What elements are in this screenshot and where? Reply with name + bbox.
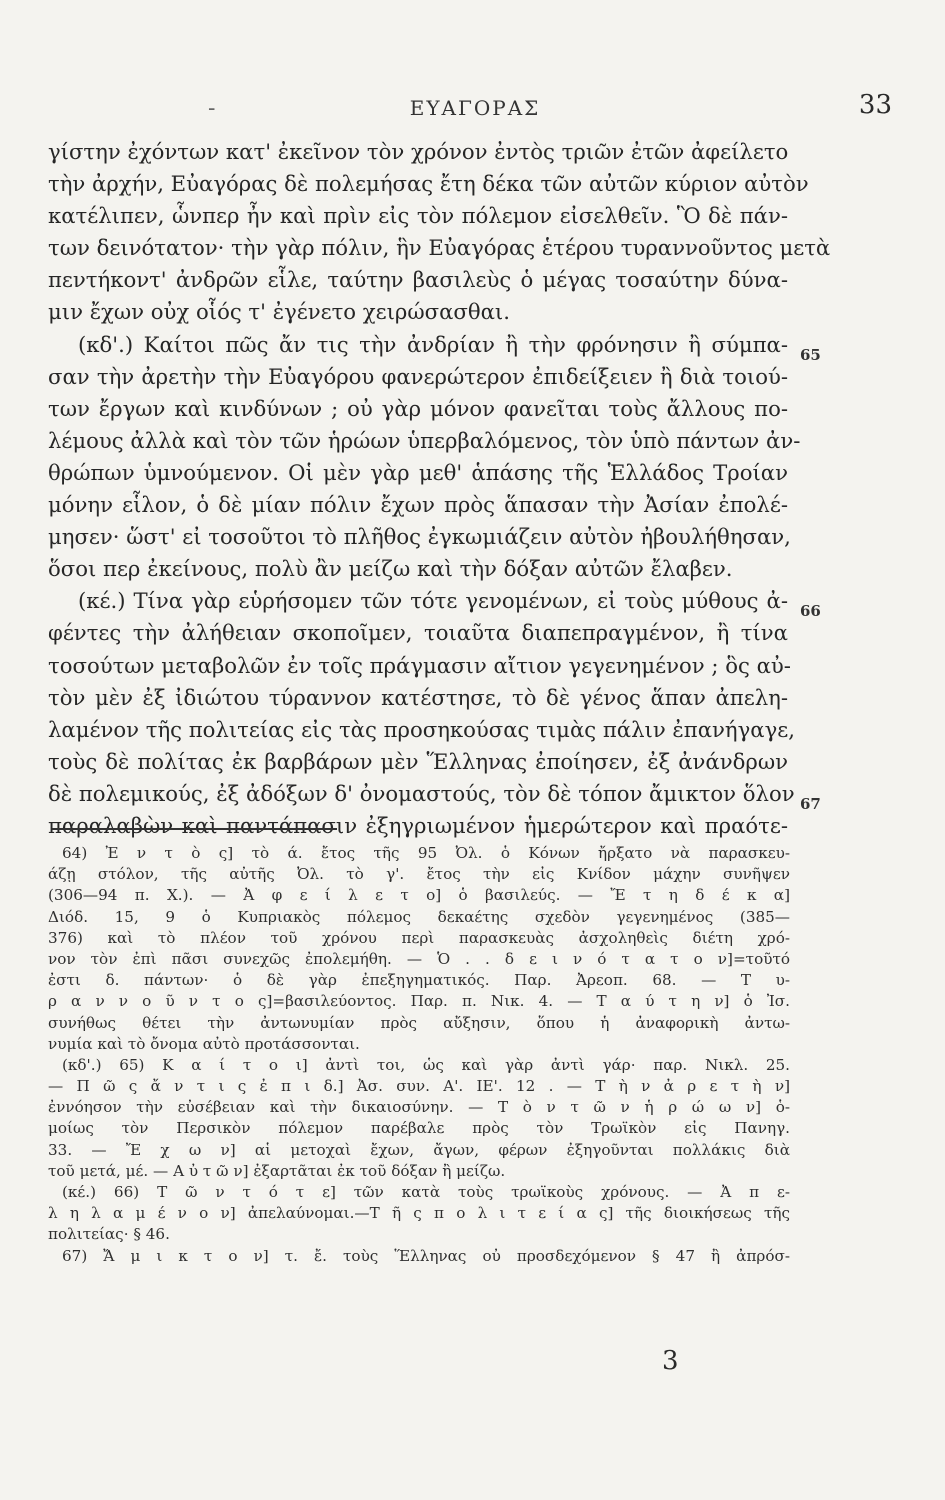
footnote-rule [52, 828, 337, 830]
footnote-line: μοίως τὸν Περσικὸν πόλεμον παρέβαλε πρὸς τὸν Τρωϊκὸν εἰς Πανηγ. [48, 1119, 790, 1138]
footnote-line: άζῃ στόλον, τῆς αὐτῆς Ὀλ. τὸ γ'. ἔτος τὴν εἰς Κνίδον μάχην συνῆψεν [48, 865, 790, 884]
footnote-line: — Π ῶ ς ἄ ν τ ι ς ἐ π ι δ.] Ἀσ. συν. Α'. ΙΕ'. 12 . — Τ ὴ ν ἀ ρ ε τ ὴ ν] [48, 1077, 790, 1096]
text-line: τὸν μὲν ἐξ ἰδιώτου τύραννον κατέστησε, τὸ δὲ γένος ἅπαν ἀπελη- [48, 684, 788, 710]
running-head-title: ΕΥΑΓΟΡΑΣ [409, 96, 541, 120]
footnotes [48, 843, 790, 1267]
footnote-line: (κέ.) 66) Τ ῶ ν τ ό τ ε] τῶν κατὰ τοὺς τρωϊκοὺς χρόνους. — Ἀ π ε- [62, 1183, 790, 1201]
text-line: των ἔργων καὶ κινδύνων ; οὐ γὰρ μόνον φανεῖται τοὺς ἄλλους πο- [48, 395, 788, 421]
footnote-line: 67) Ἄ μ ι κ τ ο ν] τ. ἔ. τοὺς Ἕλληνας οὐ προσδεχόμενον § 47 ἢ ἀπρόσ- [62, 1246, 790, 1265]
text-line: λέμους ἀλλὰ καὶ τὸν τῶν ἡρώων ὑπερβαλόμενος, τὸν ὑπὸ πάντων ἀν- [48, 427, 801, 453]
text-line: λαμένον τῆς πολιτείας εἰς τὰς προσηκούσας τιμὰς πάλιν ἐπανήγαγε, [48, 716, 795, 742]
running-head [50, 90, 900, 126]
text-line: των δεινότατον· τὴν γὰρ πόλιν, ἣν Εὐαγόρας ἑτέρου τυραννοῦντος μετὰ [48, 235, 831, 261]
footnote-line: πολιτείας· § 46. [48, 1225, 170, 1244]
text-line: σαν τὴν ἀρετὴν τὴν Εὐαγόρου φανερώτερον ἐπιδείξειεν ἢ διὰ τοιού- [48, 363, 788, 389]
footnote-line: νυμία καὶ τὸ ὄνομα αὐτὸ προτάσσονται. [48, 1034, 360, 1053]
text-line: τοσούτων μεταβολῶν ἐν τοῖς πράγμασιν αἴτιον γεγενημένον ; ὃς αὐ- [48, 652, 791, 678]
text-line: μόνην εἷλον, ὁ δὲ μίαν πόλιν ἔχων πρὸς ἅπασαν τὴν Ἀσίαν ἐπολέ- [48, 492, 788, 518]
margin-number: 66 [800, 602, 821, 620]
text-line: τὴν ἀρχήν, Εὐαγόρας δὲ πολεμήσας ἔτη δέκα τῶν αὐτῶν κύριον αὐτὸν [48, 171, 809, 197]
text-line: (κδ'.) Καίτοι πῶς ἄν τις τὴν ἀνδρίαν ἢ τὴν φρόνησιν ἢ σύμπα- [78, 331, 788, 357]
margin-number: 65 [800, 346, 821, 364]
footnote-line: νον τὸν ἐπὶ πᾶσι συνεχῶς ἐπολεμήθη. — Ὁ . . δ ε ι ν ό τ α τ ο ν]=τοῦτό [48, 949, 790, 968]
footnote-line: 33. — Ἔ χ ω ν] αἱ μετοχαὶ ἔχων, ἄγων, φέρων ἐξηγοῦνται πολλάκις διὰ [48, 1140, 790, 1159]
text-line: ὅσοι περ ἐκείνους, πολὺ ἂν μείζω καὶ τὴν δόξαν αὐτῶν ἔλαβεν. [48, 556, 733, 582]
footnote-line: (306—94 π. Χ.). — Ἀ φ ε ί λ ε τ ο] ὁ βασιλεύς. — Ἔ τ η δ έ κ α] [48, 886, 790, 905]
footnote-line: τοῦ μετά, μέ. — Α ὐ τ ῶ ν] ἐξαρτᾶται ἐκ τοῦ δόξαν ἢ μείζω. [48, 1161, 506, 1180]
footnote-line: 376) καὶ τὸ πλέον τοῦ χρόνου περὶ παρασκευὰς ἀσχοληθεὶς διέτη χρό- [48, 928, 790, 947]
footnote-line: ἐστι δ. πάντων· ὁ δὲ γὰρ ἐπεξηγηματικός. Παρ. Ἀρεοπ. 68. — Τ υ- [48, 971, 790, 990]
text-line: τοὺς δὲ πολίτας ἐκ βαρβάρων μὲν Ἕλληνας ἐποίησεν, ἐξ ἀνάνδρων [48, 748, 788, 774]
footnote-line: συνήθως θέτει τὴν ἀντωνυμίαν πρὸς αὔξησιν, ὅπου ἡ ἀναφορικὴ ἀντω- [48, 1013, 790, 1032]
text-line: πεντήκοντ' ἀνδρῶν εἷλε, ταύτην βασιλεὺς ὁ μέγας τοσαύτην δύνα- [48, 267, 788, 293]
footnote-line: ἐννόησον τὴν εὐσέβειαν καὶ τὴν δικαιοσύνην. — Τ ὸ ν τ ῶ ν ἡ ρ ώ ω ν] ὁ- [48, 1098, 790, 1117]
text-line: φέντες τὴν ἀλήθειαν σκοποῖμεν, τοιαῦτα διαπεπραγμένον, ἢ τίνα [48, 620, 788, 646]
text-line: θρώπων ὑμνούμενον. Οἱ μὲν γὰρ μεθ' ἁπάσης τῆς Ἑλλάδος Τροίαν [48, 459, 788, 485]
footnote-line: 64) Ἐ ν τ ὸ ς] τὸ ά. ἔτος τῆς 95 Ὀλ. ὁ Κόνων ἤρξατο νὰ παρασκευ- [62, 844, 790, 862]
footnote-line: Διόδ. 15, 9 ὁ Κυπριακὸς πόλεμος δεκαέτης σχεδὸν γεγενημένος (385— [48, 907, 790, 926]
text-line: παραλαβὼν καὶ παντάπασιν ἐξηγριωμένον ἡμερώτερον καὶ πραότε- [48, 812, 788, 838]
text-line: (κέ.) Τίνα γὰρ εὑρήσομεν τῶν τότε γενομένων, εἰ τοὺς μύθους ἀ- [78, 588, 788, 614]
running-head-dash: - [208, 96, 216, 121]
signature-mark: 3 [662, 1346, 679, 1376]
text-line: μησεν· ὥστ' εἰ τοσοῦτοι τὸ πλῆθος ἐγκωμιάζειν αὐτὸν ἠβουλήθησαν, [48, 524, 791, 550]
text-line: γίστην ἐχόντων κατ' ἐκεῖνον τὸν χρόνον ἐντὸς τριῶν ἐτῶν ἀφείλετο [48, 139, 789, 164]
text-line: μιν ἔχων οὐχ οἷός τ' ἐγένετο χειρώσασθαι. [48, 299, 510, 325]
footnote-line: λ η λ α μ έ ν ο ν] ἀπελαύνομαι.—Τ ῆ ς π ο λ ι τ ε ί α ς] τῆς διοικήσεως τῆς [48, 1204, 790, 1223]
footnote-line: (κδ'.) 65) Κ α ί τ ο ι] ἀντὶ τοι, ὡς καὶ γὰρ ἀντὶ γάρ· παρ. Νικλ. 25. [62, 1055, 790, 1074]
text-line: κατέλιπεν, ὧνπερ ἦν καὶ πρὶν εἰς τὸν πόλεμον εἰσελθεῖν. Ὃ δὲ πάν- [48, 203, 788, 229]
margin-number: 67 [800, 795, 821, 813]
footnote-line: ρ α ν ν ο ῦ ν τ ο ς]=βασιλεύοντος. Παρ. π. Νικ. 4. — Τ α ύ τ η ν] ὁ Ἰσ. [48, 992, 790, 1011]
text-line: δὲ πολεμικούς, ἐξ ἀδόξων δ' ὀνομαστούς, τὸν δὲ τόπον ἄμικτον ὅλον [48, 780, 795, 806]
page-number: 33 [858, 90, 892, 120]
